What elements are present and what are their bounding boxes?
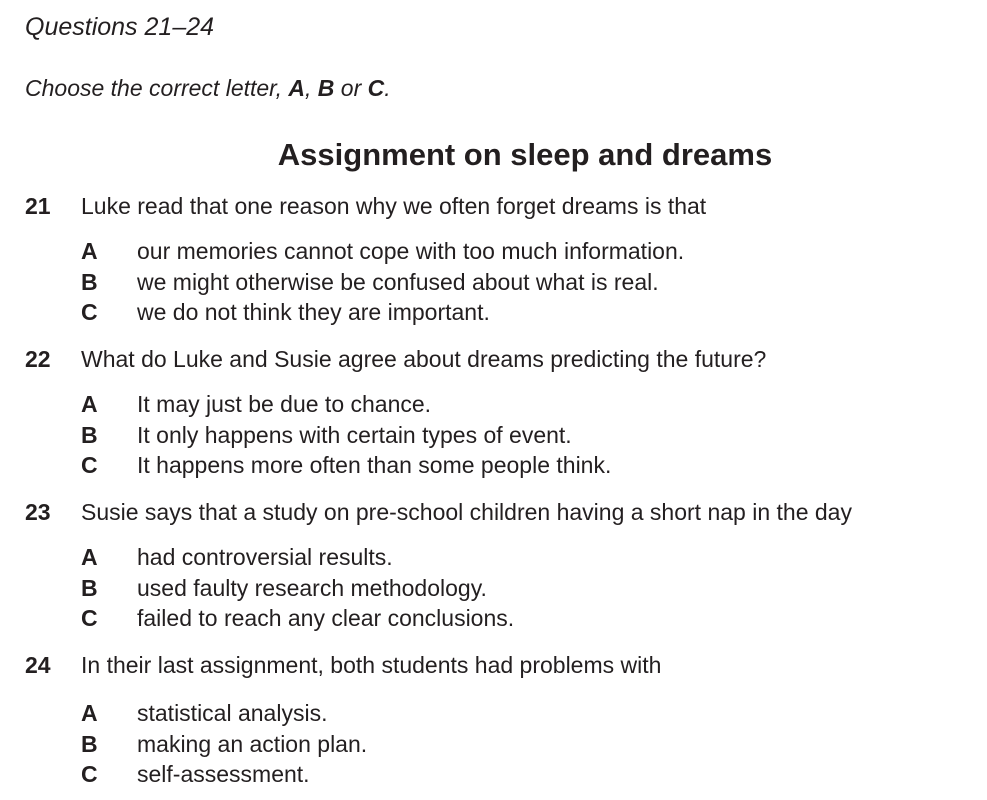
question-stem <box>0 497 987 527</box>
option-letter: C <box>81 761 98 787</box>
question-23 <box>0 497 987 634</box>
question-21 <box>0 191 987 328</box>
instruction-text <box>25 73 391 103</box>
option-b[interactable] <box>0 267 987 298</box>
option-letter: A <box>81 544 98 570</box>
instruction-letter-c: C <box>367 75 385 101</box>
option-letter: C <box>81 605 98 631</box>
option-letter: A <box>81 700 98 726</box>
instruction-prefix: Choose the correct letter, <box>25 75 289 101</box>
option-text: It happens more often than some people think. <box>137 452 612 478</box>
question-stem <box>0 650 987 680</box>
option-text: our memories cannot cope with too much information. <box>137 238 685 264</box>
instruction-letter-a: A <box>288 75 305 101</box>
option-a[interactable] <box>0 389 987 420</box>
option-text: It may just be due to chance. <box>137 391 432 417</box>
option-list <box>0 389 987 481</box>
option-a[interactable] <box>0 542 987 573</box>
option-text: failed to reach any clear conclusions. <box>137 605 515 631</box>
option-list <box>0 698 987 790</box>
option-text: statistical analysis. <box>137 700 328 726</box>
question-22 <box>0 344 987 481</box>
question-text: Susie says that a study on pre-school children having a short nap in the day <box>81 499 852 525</box>
instruction-suffix: . <box>384 75 391 101</box>
option-a[interactable] <box>0 236 987 267</box>
option-letter: A <box>81 238 98 264</box>
option-c[interactable] <box>0 297 987 328</box>
option-text: It only happens with certain types of event. <box>137 421 572 448</box>
question-24 <box>0 650 987 790</box>
option-letter: B <box>81 730 98 757</box>
option-text: used faulty research methodology. <box>137 574 487 601</box>
question-stem <box>0 191 987 221</box>
option-b[interactable] <box>0 573 987 604</box>
question-number: 22 <box>25 346 51 372</box>
option-text: self-assessment. <box>137 761 310 787</box>
instruction-separator: or <box>334 75 368 101</box>
instruction-letter-b: B <box>317 75 335 101</box>
option-text: we might otherwise be confused about what is real. <box>137 268 659 295</box>
option-letter: B <box>81 574 98 601</box>
section-heading: Questions 21–24 <box>25 13 215 41</box>
option-letter: C <box>81 299 98 325</box>
option-text: had controversial results. <box>137 544 393 570</box>
instruction-separator: , <box>304 75 318 101</box>
option-letter: C <box>81 452 98 478</box>
question-text: What do Luke and Susie agree about dreams predicting the future? <box>81 346 767 372</box>
page-title: Assignment on sleep and dreams <box>277 137 773 172</box>
option-list <box>0 542 987 634</box>
question-text: Luke read that one reason why we often forget dreams is that <box>81 193 707 219</box>
option-b[interactable] <box>0 729 987 760</box>
option-text: making an action plan. <box>137 730 368 757</box>
question-number: 24 <box>25 652 51 678</box>
option-text: we do not think they are important. <box>137 299 490 325</box>
option-c[interactable] <box>0 759 987 790</box>
question-text: In their last assignment, both students had problems with <box>81 652 662 678</box>
option-c[interactable] <box>0 450 987 481</box>
option-a[interactable] <box>0 698 987 729</box>
option-letter: B <box>81 421 98 448</box>
option-b[interactable] <box>0 420 987 451</box>
question-stem <box>0 344 987 374</box>
option-list <box>0 236 987 328</box>
question-number: 21 <box>25 193 51 219</box>
option-letter: A <box>81 391 98 417</box>
option-letter: B <box>81 268 98 295</box>
question-number: 23 <box>25 499 51 525</box>
option-c[interactable] <box>0 603 987 634</box>
